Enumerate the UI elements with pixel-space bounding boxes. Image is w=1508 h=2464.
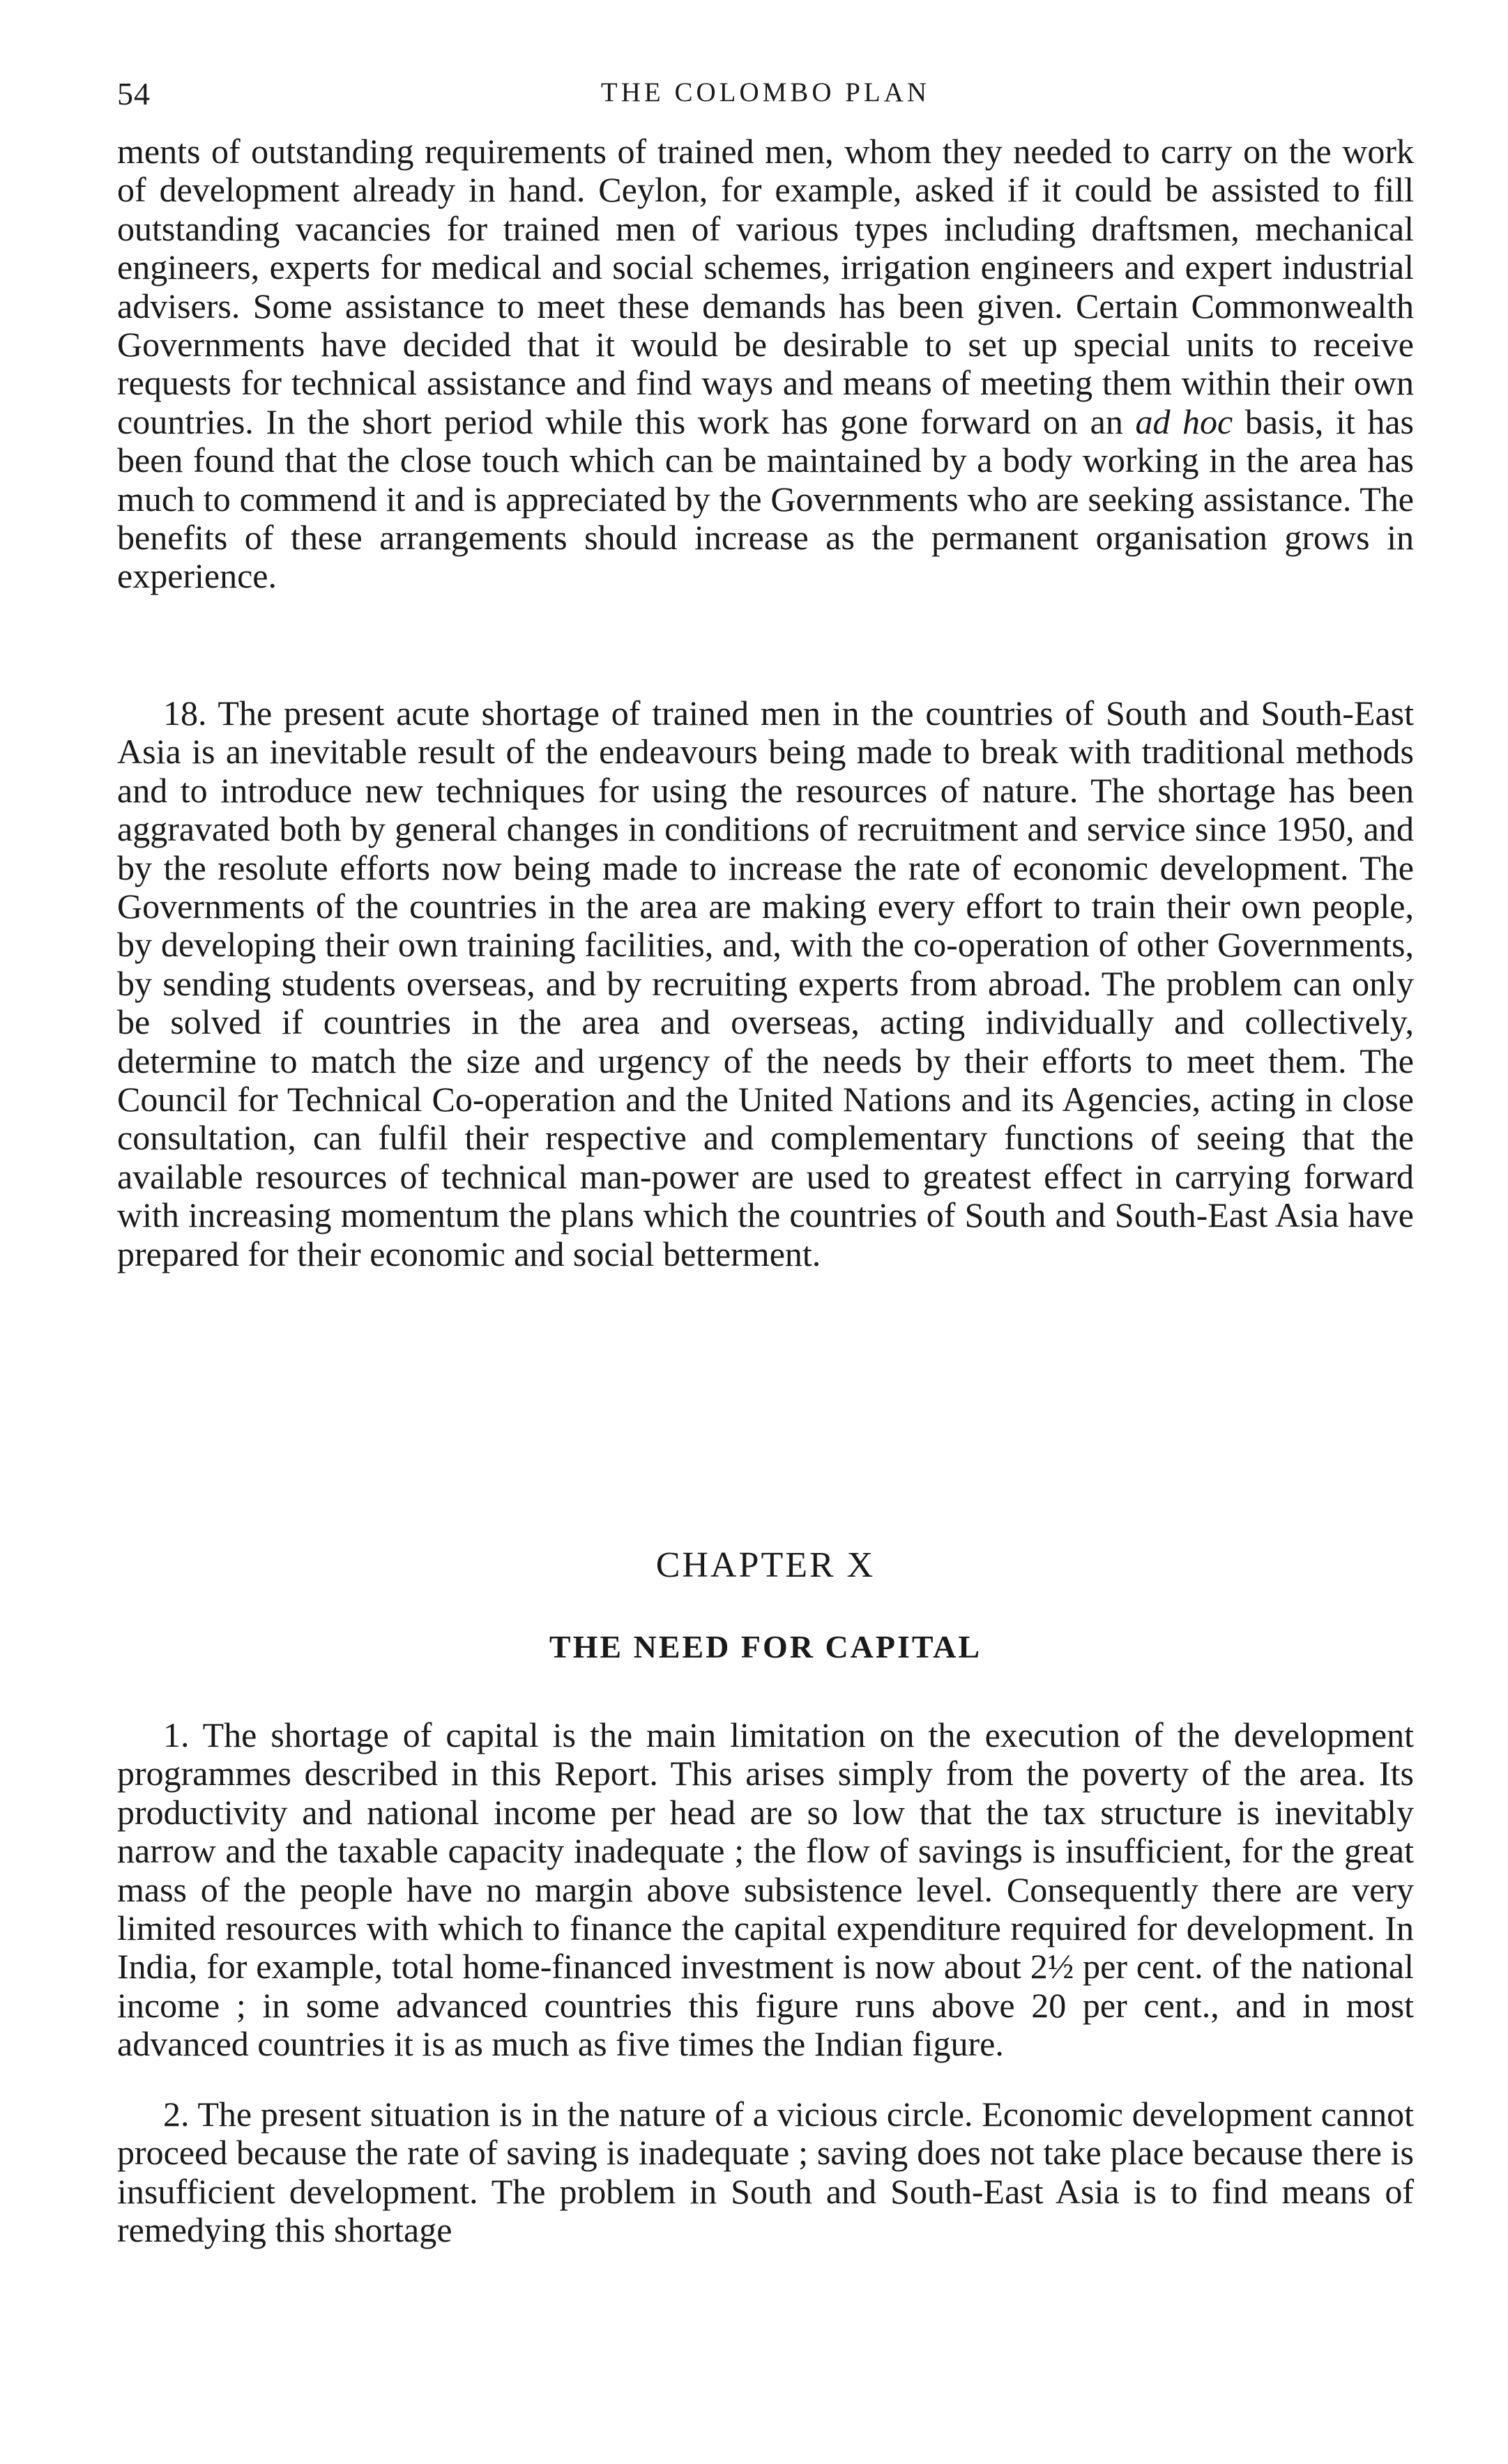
continued-paragraph	[117, 132, 1414, 596]
chapter-title: THE NEED FOR CAPITAL	[549, 1629, 982, 1665]
running-title: THE COLOMBO PLAN	[600, 77, 931, 107]
paragraph-text-before-italic: ments of outstanding requirements of trained men, whom they needed to carry on the work of development already in hand. Ceylon, for example, asked if it could be assisted to fill outstanding vacancies for trained men of various types including draftsmen, mechanical engineers, experts for medical and social schemes, irrigation engineers and expert industrial advisers. Some assistance to meet these demands has been given. Certain Commonwealth Governments have decided that it would be desirable to set up special units to receive requests for technical assistance and find ways and means of meeting them within their own countries. In the short period while this work has gone forward on an	[117, 132, 1414, 441]
running-head	[117, 75, 1414, 117]
chapter-number: CHAPTER X	[655, 1545, 876, 1585]
paragraph-text-after-italic: basis, it has been found that the close touch which can be maintained by a body working in the area has much to commend it and is appreciated by the Governments who are seeking assistance. The benefits of these arrangements should increase as the permanent organisation grows in experience.	[117, 401, 1414, 596]
paragraph-2: 2. The present situation is in the nature of a vicious circle. Economic development cannot proceed because the rate of saving is inadequate ; saving does not take place because there is insufficient development. The problem in South and South-East Asia is to find means of remedying this shortage	[117, 2095, 1414, 2250]
italic-phrase: ad hoc	[1135, 401, 1233, 441]
page-number: 54	[117, 76, 151, 112]
paragraph-18: 18. The present acute shortage of trained men in the countries of South and South-East Asia is an inevitable result of the endeavours being made to break with traditional methods and to introduce new techniques for using the resources of nature. The shortage has been aggravated both by general changes in conditions of recruitment and service since 1950, and by the resolute efforts now being made to increase the rate of economic development. The Governments of the countries in the area are making every effort to train their own people, by developing their own training facilities, and, with the co-operation of other Governments, by sending students overseas, and by recruiting experts from abroad. The problem can only be solved if countries in the area and overseas, acting individually and collectively, determine to match the size and urgency of the needs by their efforts to meet them. The Council for Technical Co-operation and the United Nations and its Agencies, acting in close consultation, can fulfil their respective and complementary functions of seeing that the available resources of technical man-power are used to greatest effect in carrying forward with increasing momentum the plans which the countries of South and South-East Asia have prepared for their economic and social betterment.	[117, 694, 1414, 1273]
paragraph-1: 1. The shortage of capital is the main limitation on the execution of the development programmes described in this Report. This arises simply from the poverty of the area. Its productivity and national income per head are so low that the tax structure is inevitably narrow and the taxable capacity inadequate ; the flow of savings is insufficient, for the great mass of the people have no margin above subsistence level. Consequently there are very limited resources with which to finance the capital expenditure required for development. In India, for example, total home-financed investment is now about 2½ per cent. of the national income ; in some advanced countries this figure runs above 20 per cent., and in most advanced countries it is as much as five times the Indian figure.	[117, 1715, 1414, 2064]
